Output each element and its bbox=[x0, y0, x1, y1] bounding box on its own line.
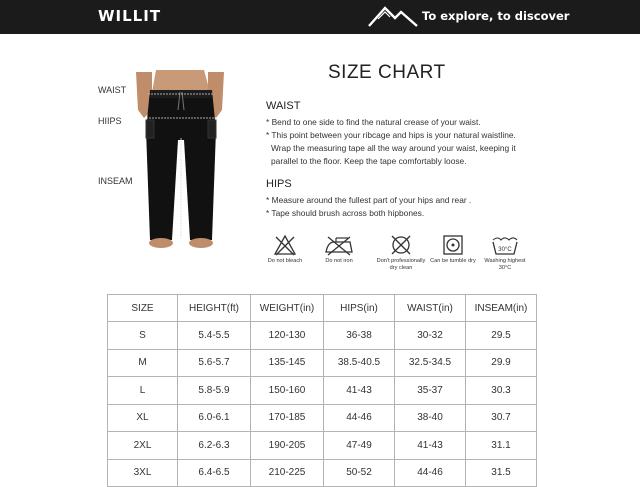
table-row bbox=[108, 404, 537, 432]
mountain-icon bbox=[368, 5, 418, 27]
cell-size: XL bbox=[108, 404, 178, 432]
cell-size: L bbox=[108, 377, 178, 405]
page-title: SIZE CHART bbox=[328, 62, 446, 83]
cell-height: 6.2-6.3 bbox=[178, 432, 251, 460]
table-row bbox=[108, 432, 537, 460]
waist-line-1: * Bend to one side to find the natural crease of your waist. bbox=[266, 117, 481, 127]
cell-waist: 38-40 bbox=[395, 404, 466, 432]
cell-height: 5.4-5.5 bbox=[178, 322, 251, 350]
cell-inseam: 31.1 bbox=[466, 432, 537, 460]
cell-waist: 35-37 bbox=[395, 377, 466, 405]
header-banner bbox=[0, 0, 640, 34]
header-weight: WEIGHT(in) bbox=[251, 295, 324, 322]
header-hips: HIPS(in) bbox=[324, 295, 395, 322]
table-header-row bbox=[108, 295, 537, 322]
header-size: SIZE bbox=[108, 295, 178, 322]
tagline: To explore, to discover bbox=[422, 9, 570, 23]
cell-height: 5.8-5.9 bbox=[178, 377, 251, 405]
table-row bbox=[108, 459, 537, 487]
care-no-bleach: Do not bleach bbox=[260, 234, 310, 265]
inseam-label: INSEAM bbox=[98, 176, 133, 186]
cell-weight: 150-160 bbox=[251, 377, 324, 405]
cell-size: 2XL bbox=[108, 432, 178, 460]
cell-weight: 135-145 bbox=[251, 349, 324, 377]
cell-weight: 170-185 bbox=[251, 404, 324, 432]
cell-inseam: 30.3 bbox=[466, 377, 537, 405]
care-no-dry-clean: Don't professionally dry clean bbox=[376, 234, 426, 272]
header-waist: WAIST(in) bbox=[395, 295, 466, 322]
waist-line-2: * This point between your ribcage and hips is your natural waistline. bbox=[266, 130, 516, 140]
cell-inseam: 29.5 bbox=[466, 322, 537, 350]
no-iron-icon bbox=[322, 234, 356, 256]
cell-waist: 30-32 bbox=[395, 322, 466, 350]
waist-line-4: parallel to the floor. Keep the tape comfortably loose. bbox=[271, 156, 467, 166]
cell-size: M bbox=[108, 349, 178, 377]
table-row bbox=[108, 377, 537, 405]
cell-size: S bbox=[108, 322, 178, 350]
cell-hips: 50-52 bbox=[324, 459, 395, 487]
cell-height: 6.4-6.5 bbox=[178, 459, 251, 487]
cell-waist: 41-43 bbox=[395, 432, 466, 460]
waist-line-3: Wrap the measuring tape all the way around your waist, keeping it bbox=[271, 143, 516, 153]
cell-inseam: 30.7 bbox=[466, 404, 537, 432]
table-row bbox=[108, 349, 537, 377]
pants-model-image bbox=[128, 70, 238, 252]
cell-size: 3XL bbox=[108, 459, 178, 487]
cell-hips: 44-46 bbox=[324, 404, 395, 432]
cell-weight: 210-225 bbox=[251, 459, 324, 487]
cell-height: 6.0-6.1 bbox=[178, 404, 251, 432]
cell-hips: 41-43 bbox=[324, 377, 395, 405]
waist-label: WAIST bbox=[98, 85, 127, 95]
no-bleach-icon bbox=[273, 234, 297, 256]
hips-line-2: * Tape should brush across both hipbones. bbox=[266, 208, 425, 218]
care-wash-30: 30°C Washing highest 30°C bbox=[480, 234, 530, 272]
cell-weight: 190-205 bbox=[251, 432, 324, 460]
cell-height: 5.6-5.7 bbox=[178, 349, 251, 377]
table-row bbox=[108, 322, 537, 350]
header-inseam: INSEAM(in) bbox=[466, 295, 537, 322]
cell-waist: 32.5-34.5 bbox=[395, 349, 466, 377]
cell-hips: 38.5-40.5 bbox=[324, 349, 395, 377]
no-dry-clean-icon bbox=[389, 234, 413, 256]
tumble-dry-icon bbox=[442, 234, 464, 256]
svg-text:30°C: 30°C bbox=[498, 247, 512, 253]
cell-inseam: 31.5 bbox=[466, 459, 537, 487]
waist-instructions bbox=[266, 116, 566, 168]
care-tumble-dry: Can be tumble dry bbox=[428, 234, 478, 265]
cell-waist: 44-46 bbox=[395, 459, 466, 487]
brand-logo: WILLIT bbox=[98, 7, 162, 25]
cell-weight: 120-130 bbox=[251, 322, 324, 350]
size-table bbox=[107, 294, 537, 487]
header-height: HEIGHT(ft) bbox=[178, 295, 251, 322]
hips-label: HIIPS bbox=[98, 116, 122, 126]
care-no-iron: Do not iron bbox=[314, 234, 364, 265]
hips-line-1: * Measure around the fullest part of your hips and rear . bbox=[266, 195, 472, 205]
waist-heading: WAIST bbox=[266, 100, 301, 112]
cell-hips: 47-49 bbox=[324, 432, 395, 460]
hips-instructions bbox=[266, 194, 566, 220]
wash-30-icon bbox=[490, 234, 520, 256]
cell-hips: 36-38 bbox=[324, 322, 395, 350]
cell-inseam: 29.9 bbox=[466, 349, 537, 377]
hips-heading: HIPS bbox=[266, 178, 292, 190]
